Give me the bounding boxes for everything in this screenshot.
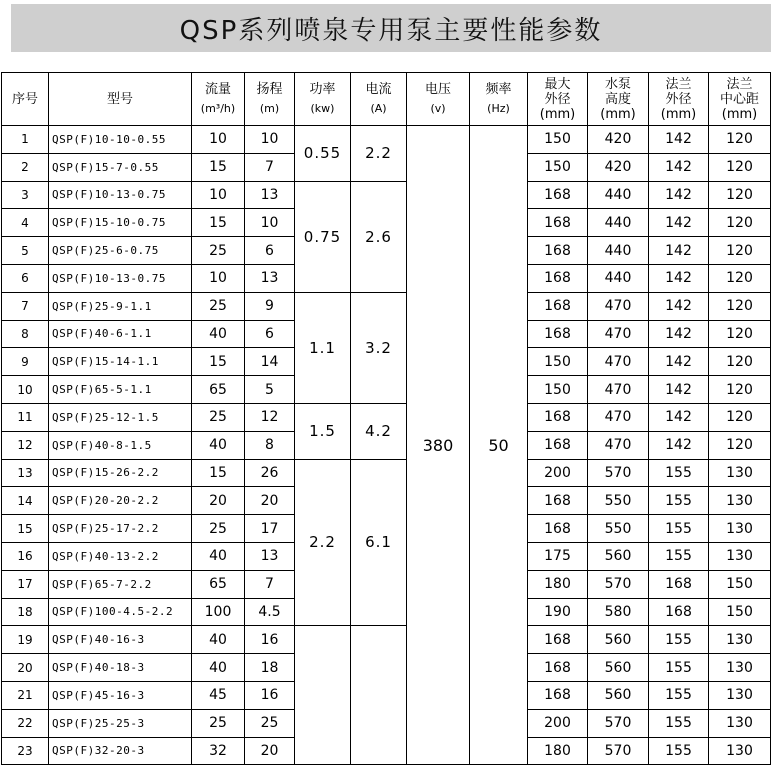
- flange-od-cell: 142: [649, 403, 709, 431]
- pump-height-cell: 560: [588, 681, 649, 709]
- table-row: [2, 126, 771, 154]
- pump-height-cell: 570: [588, 737, 649, 765]
- row-index: 8: [2, 320, 49, 348]
- max-od-cell: 168: [528, 403, 588, 431]
- flange-center-cell: 130: [709, 459, 771, 487]
- pump-height-cell: 470: [588, 431, 649, 459]
- model-cell: QSP(F)20-20-2.2: [49, 487, 192, 515]
- flange-od-cell: 142: [649, 431, 709, 459]
- flange-center-cell: 130: [709, 709, 771, 737]
- flow-cell: 20: [192, 487, 245, 515]
- head-cell: 14: [245, 348, 295, 376]
- flow-cell: 25: [192, 237, 245, 265]
- pump-height-cell: 440: [588, 237, 649, 265]
- model-cell: QSP(F)10-10-0.55: [49, 126, 192, 154]
- col-header-power: 功率 (kw): [295, 73, 351, 126]
- col-header-flange-center: 法兰 中心距 (mm): [709, 73, 771, 126]
- flow-cell: 65: [192, 376, 245, 404]
- head-cell: 7: [245, 153, 295, 181]
- current-cell: 3.2: [351, 292, 407, 403]
- table-row: [2, 403, 771, 431]
- head-cell: 20: [245, 487, 295, 515]
- flange-center-cell: 130: [709, 542, 771, 570]
- flow-cell: 15: [192, 209, 245, 237]
- col-header-pump-height: 水泵 高度 (mm): [588, 73, 649, 126]
- spec-table: [1, 72, 771, 765]
- col-header-current: 电流 (A): [351, 73, 407, 126]
- flow-cell: 10: [192, 126, 245, 154]
- row-index: 1: [2, 126, 49, 154]
- pump-height-cell: 550: [588, 515, 649, 543]
- flow-cell: 65: [192, 570, 245, 598]
- flange-center-cell: 120: [709, 403, 771, 431]
- flow-cell: 40: [192, 626, 245, 654]
- head-cell: 13: [245, 181, 295, 209]
- flange-od-cell: 142: [649, 181, 709, 209]
- head-cell: 9: [245, 292, 295, 320]
- flow-cell: 25: [192, 403, 245, 431]
- flange-od-cell: 142: [649, 126, 709, 154]
- pump-height-cell: 440: [588, 181, 649, 209]
- model-cell: QSP(F)32-20-3: [49, 737, 192, 765]
- col-header-index: 序号: [2, 73, 49, 126]
- model-cell: QSP(F)100-4.5-2.2: [49, 598, 192, 626]
- flange-center-cell: 130: [709, 626, 771, 654]
- header-row: [2, 73, 771, 126]
- flow-cell: 10: [192, 264, 245, 292]
- model-cell: QSP(F)40-8-1.5: [49, 431, 192, 459]
- model-cell: QSP(F)15-7-0.55: [49, 153, 192, 181]
- table-row: [2, 181, 771, 209]
- flange-center-cell: 120: [709, 292, 771, 320]
- flange-center-cell: 150: [709, 598, 771, 626]
- col-header-model: 型号: [49, 73, 192, 126]
- flange-center-cell: 120: [709, 376, 771, 404]
- head-cell: 10: [245, 126, 295, 154]
- current-cell: 2.6: [351, 181, 407, 292]
- flange-center-cell: 120: [709, 431, 771, 459]
- table-row: [2, 459, 771, 487]
- max-od-cell: 150: [528, 376, 588, 404]
- pump-height-cell: 550: [588, 487, 649, 515]
- flow-cell: 15: [192, 459, 245, 487]
- row-index: 15: [2, 515, 49, 543]
- head-cell: 6: [245, 320, 295, 348]
- col-header-flow: 流量 (m³/h): [192, 73, 245, 126]
- model-cell: QSP(F)10-13-0.75: [49, 181, 192, 209]
- pump-height-cell: 580: [588, 598, 649, 626]
- flange-od-cell: 168: [649, 570, 709, 598]
- table-body: [2, 126, 771, 765]
- model-cell: QSP(F)25-25-3: [49, 709, 192, 737]
- flange-center-cell: 120: [709, 153, 771, 181]
- flow-cell: 25: [192, 292, 245, 320]
- pump-height-cell: 440: [588, 209, 649, 237]
- max-od-cell: 168: [528, 431, 588, 459]
- model-cell: QSP(F)25-12-1.5: [49, 403, 192, 431]
- pump-height-cell: 470: [588, 403, 649, 431]
- flange-od-cell: 142: [649, 376, 709, 404]
- model-cell: QSP(F)25-17-2.2: [49, 515, 192, 543]
- flange-center-cell: 120: [709, 237, 771, 265]
- table-row: [2, 292, 771, 320]
- pump-height-cell: 560: [588, 626, 649, 654]
- max-od-cell: 168: [528, 237, 588, 265]
- flange-od-cell: 155: [649, 626, 709, 654]
- col-header-max-od: 最大 外径 (mm): [528, 73, 588, 126]
- row-index: 4: [2, 209, 49, 237]
- head-cell: 17: [245, 515, 295, 543]
- flange-center-cell: 150: [709, 570, 771, 598]
- flow-cell: 40: [192, 542, 245, 570]
- flange-center-cell: 120: [709, 348, 771, 376]
- head-cell: 26: [245, 459, 295, 487]
- flange-od-cell: 142: [649, 209, 709, 237]
- head-cell: 13: [245, 542, 295, 570]
- flow-cell: 15: [192, 348, 245, 376]
- max-od-cell: 168: [528, 626, 588, 654]
- model-cell: QSP(F)45-16-3: [49, 681, 192, 709]
- max-od-cell: 168: [528, 320, 588, 348]
- current-cell: 6.1: [351, 459, 407, 626]
- max-od-cell: 168: [528, 515, 588, 543]
- max-od-cell: 180: [528, 737, 588, 765]
- head-cell: 16: [245, 681, 295, 709]
- flange-od-cell: 155: [649, 709, 709, 737]
- current-cell: 4.2: [351, 403, 407, 459]
- max-od-cell: 168: [528, 292, 588, 320]
- flow-cell: 40: [192, 654, 245, 682]
- model-cell: QSP(F)40-13-2.2: [49, 542, 192, 570]
- row-index: 2: [2, 153, 49, 181]
- flow-cell: 25: [192, 515, 245, 543]
- current-cell: [351, 626, 407, 765]
- max-od-cell: 168: [528, 181, 588, 209]
- flange-od-cell: 155: [649, 487, 709, 515]
- model-cell: QSP(F)40-18-3: [49, 654, 192, 682]
- max-od-cell: 150: [528, 348, 588, 376]
- power-cell: 0.55: [295, 126, 351, 182]
- max-od-cell: 150: [528, 153, 588, 181]
- model-cell: QSP(F)40-6-1.1: [49, 320, 192, 348]
- max-od-cell: 200: [528, 709, 588, 737]
- flow-cell: 45: [192, 681, 245, 709]
- row-index: 9: [2, 348, 49, 376]
- pump-height-cell: 560: [588, 654, 649, 682]
- pump-height-cell: 560: [588, 542, 649, 570]
- head-cell: 10: [245, 209, 295, 237]
- flange-od-cell: 142: [649, 348, 709, 376]
- row-index: 17: [2, 570, 49, 598]
- model-cell: QSP(F)65-5-1.1: [49, 376, 192, 404]
- row-index: 13: [2, 459, 49, 487]
- voltage-cell: 380: [407, 126, 470, 765]
- head-cell: 20: [245, 737, 295, 765]
- row-index: 23: [2, 737, 49, 765]
- power-cell: 1.5: [295, 403, 351, 459]
- flange-od-cell: 155: [649, 542, 709, 570]
- frequency-cell: 50: [470, 126, 528, 765]
- max-od-cell: 168: [528, 681, 588, 709]
- max-od-cell: 200: [528, 459, 588, 487]
- row-index: 12: [2, 431, 49, 459]
- flange-od-cell: 155: [649, 459, 709, 487]
- max-od-cell: 168: [528, 264, 588, 292]
- col-header-flange-od: 法兰 外径 (mm): [649, 73, 709, 126]
- max-od-cell: 190: [528, 598, 588, 626]
- flange-center-cell: 120: [709, 181, 771, 209]
- row-index: 11: [2, 403, 49, 431]
- flange-od-cell: 142: [649, 320, 709, 348]
- flange-center-cell: 130: [709, 515, 771, 543]
- flow-cell: 40: [192, 320, 245, 348]
- row-index: 20: [2, 654, 49, 682]
- head-cell: 5: [245, 376, 295, 404]
- pump-height-cell: 420: [588, 153, 649, 181]
- pump-height-cell: 470: [588, 348, 649, 376]
- head-cell: 25: [245, 709, 295, 737]
- col-header-voltage: 电压 (v): [407, 73, 470, 126]
- row-index: 10: [2, 376, 49, 404]
- pump-height-cell: 420: [588, 126, 649, 154]
- flow-cell: 100: [192, 598, 245, 626]
- pump-height-cell: 440: [588, 264, 649, 292]
- row-index: 5: [2, 237, 49, 265]
- pump-height-cell: 570: [588, 570, 649, 598]
- head-cell: 16: [245, 626, 295, 654]
- max-od-cell: 150: [528, 126, 588, 154]
- head-cell: 4.5: [245, 598, 295, 626]
- flange-center-cell: 120: [709, 126, 771, 154]
- power-cell: 0.75: [295, 181, 351, 292]
- pump-height-cell: 470: [588, 320, 649, 348]
- row-index: 6: [2, 264, 49, 292]
- flange-od-cell: 155: [649, 654, 709, 682]
- flange-od-cell: 142: [649, 153, 709, 181]
- flange-od-cell: 142: [649, 237, 709, 265]
- flow-cell: 15: [192, 153, 245, 181]
- flange-od-cell: 155: [649, 681, 709, 709]
- page-title: QSP系列喷泉专用泵主要性能参数: [179, 15, 603, 46]
- flange-center-cell: 120: [709, 209, 771, 237]
- flange-center-cell: 120: [709, 264, 771, 292]
- model-cell: QSP(F)65-7-2.2: [49, 570, 192, 598]
- flange-od-cell: 142: [649, 292, 709, 320]
- flange-od-cell: 155: [649, 737, 709, 765]
- table-row: [2, 626, 771, 654]
- pump-height-cell: 570: [588, 709, 649, 737]
- flange-center-cell: 120: [709, 320, 771, 348]
- col-header-frequency: 频率 (Hz): [470, 73, 528, 126]
- model-cell: QSP(F)10-13-0.75: [49, 264, 192, 292]
- head-cell: 7: [245, 570, 295, 598]
- row-index: 19: [2, 626, 49, 654]
- row-index: 3: [2, 181, 49, 209]
- flange-od-cell: 155: [649, 515, 709, 543]
- flow-cell: 32: [192, 737, 245, 765]
- flow-cell: 10: [192, 181, 245, 209]
- row-index: 14: [2, 487, 49, 515]
- flange-center-cell: 130: [709, 681, 771, 709]
- col-header-head: 扬程 (m): [245, 73, 295, 126]
- power-cell: [295, 626, 351, 765]
- power-cell: 2.2: [295, 459, 351, 626]
- flow-cell: 40: [192, 431, 245, 459]
- model-cell: QSP(F)15-26-2.2: [49, 459, 192, 487]
- flange-center-cell: 130: [709, 487, 771, 515]
- flange-od-cell: 142: [649, 264, 709, 292]
- power-cell: 1.1: [295, 292, 351, 403]
- flow-cell: 25: [192, 709, 245, 737]
- max-od-cell: 168: [528, 487, 588, 515]
- max-od-cell: 175: [528, 542, 588, 570]
- flange-od-cell: 168: [649, 598, 709, 626]
- head-cell: 18: [245, 654, 295, 682]
- head-cell: 6: [245, 237, 295, 265]
- title-bar: [11, 4, 771, 52]
- head-cell: 8: [245, 431, 295, 459]
- pump-height-cell: 570: [588, 459, 649, 487]
- head-cell: 13: [245, 264, 295, 292]
- model-cell: QSP(F)40-16-3: [49, 626, 192, 654]
- model-cell: QSP(F)15-14-1.1: [49, 348, 192, 376]
- row-index: 7: [2, 292, 49, 320]
- row-index: 22: [2, 709, 49, 737]
- max-od-cell: 168: [528, 209, 588, 237]
- row-index: 21: [2, 681, 49, 709]
- head-cell: 12: [245, 403, 295, 431]
- max-od-cell: 180: [528, 570, 588, 598]
- pump-height-cell: 470: [588, 376, 649, 404]
- model-cell: QSP(F)25-6-0.75: [49, 237, 192, 265]
- current-cell: 2.2: [351, 126, 407, 182]
- pump-height-cell: 470: [588, 292, 649, 320]
- max-od-cell: 168: [528, 654, 588, 682]
- row-index: 16: [2, 542, 49, 570]
- flange-center-cell: 130: [709, 737, 771, 765]
- model-cell: QSP(F)25-9-1.1: [49, 292, 192, 320]
- flange-center-cell: 130: [709, 654, 771, 682]
- model-cell: QSP(F)15-10-0.75: [49, 209, 192, 237]
- row-index: 18: [2, 598, 49, 626]
